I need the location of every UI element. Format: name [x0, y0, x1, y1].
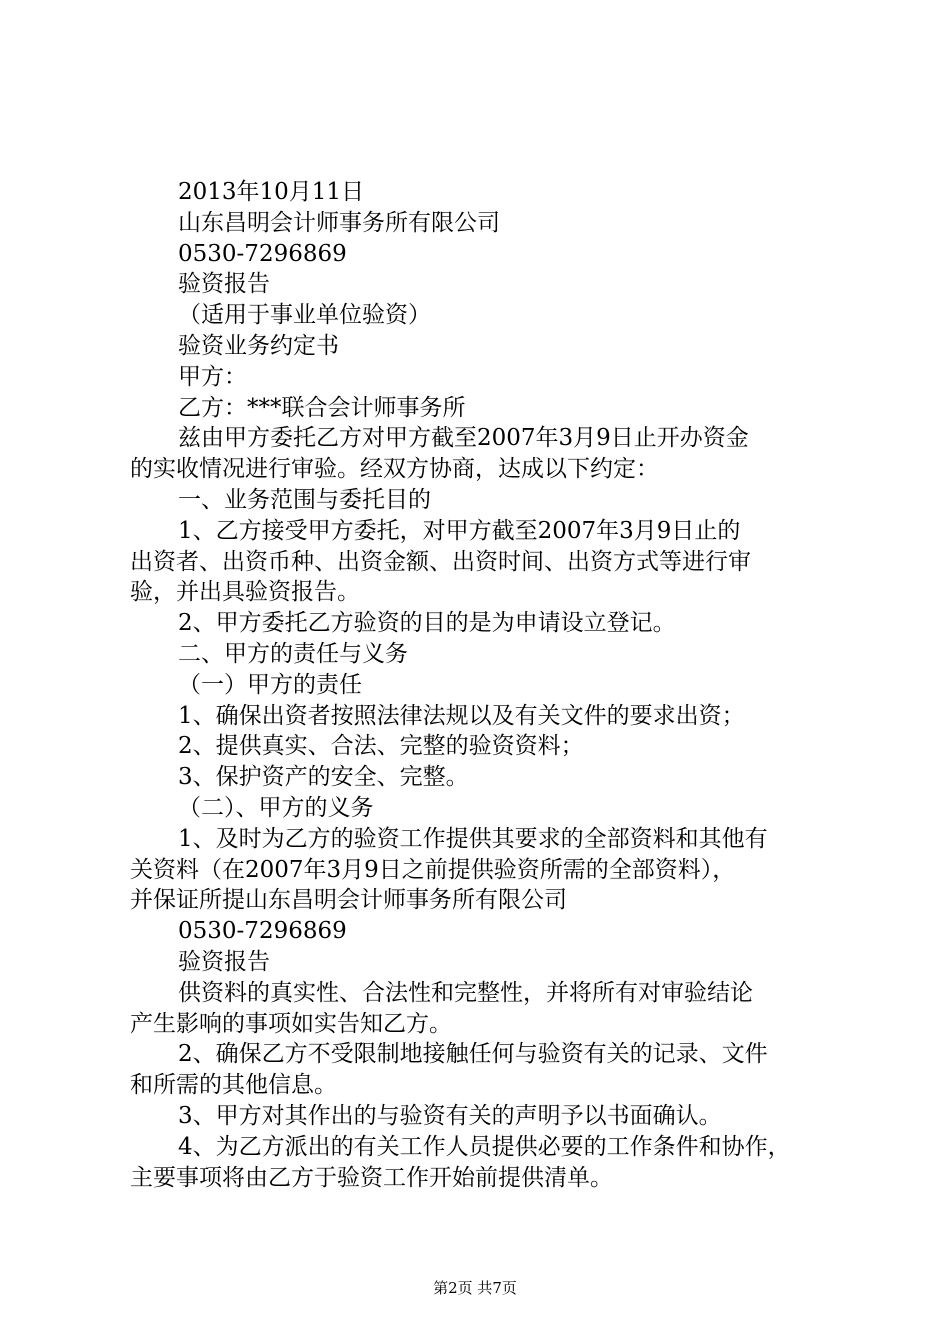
report-subtitle-line: （适用于事业单位验资） [178, 302, 431, 329]
paragraph-line: 验，并出具验资报告。 [130, 579, 360, 606]
report-title-line: 验资报告 [178, 271, 270, 298]
paragraph-line: 并保证所提山东昌明会计师事务所有限公司 [130, 887, 567, 914]
paragraph-line: 3、甲方对其作出的与验资有关的声明予以书面确认。 [178, 1102, 722, 1129]
paragraph-line: 2、确保乙方不受限制地接触任何与验资有关的记录、文件 [178, 1041, 768, 1068]
subsection-heading: （一）甲方的责任 [178, 671, 362, 698]
paragraph-line: 的实收情况进行审验。经双方协商，达成以下约定： [130, 456, 659, 483]
party-a-line: 甲方： [178, 363, 247, 390]
paragraph-line: 和所需的其他信息。 [130, 1072, 337, 1099]
report-title-line: 验资报告 [178, 948, 270, 975]
list-item: 3、保护资产的安全、完整。 [178, 764, 469, 791]
list-item: 2、提供真实、合法、完整的验资资料； [178, 733, 584, 760]
paragraph-line: 兹由甲方委托乙方对甲方截至2007年3月9日止开办资金 [178, 425, 749, 452]
document-body [130, 177, 830, 1193]
paragraph-line: 出资者、出资币种、出资金额、出资时间、出资方式等进行审 [130, 548, 751, 575]
paragraph-line: 关资料（在2007年3月9日之前提供验资所需的全部资料）， [130, 856, 736, 883]
section-heading: 二、甲方的责任与义务 [178, 640, 408, 667]
section-heading: 一、业务范围与委托目的 [178, 486, 431, 513]
page-footer: 第2页 共7页 [433, 1279, 517, 1297]
paragraph-line: 4、为乙方派出的有关工作人员提供必要的工作条件和协作， [178, 1133, 791, 1160]
agreement-title-line: 验资业务约定书 [178, 332, 339, 359]
date-line: 2013年10月11日 [178, 179, 365, 205]
paragraph-line: 2、甲方委托乙方验资的目的是为申请设立登记。 [178, 610, 676, 637]
phone-line: 0530-7296869 [178, 918, 347, 945]
paragraph-line: 产生影响的事项如实告知乙方。 [130, 1010, 452, 1037]
phone-line: 0530-7296869 [178, 240, 347, 267]
paragraph-line: 1、乙方接受甲方委托，对甲方截至2007年3月9日止的 [178, 517, 741, 544]
paragraph-line: 1、及时为乙方的验资工作提供其要求的全部资料和其他有 [178, 825, 768, 852]
list-item: 1、确保出资者按照法律法规以及有关文件的要求出资； [178, 702, 745, 729]
paragraph-line: 供资料的真实性、合法性和完整性，并将所有对审验结论 [178, 979, 753, 1006]
paragraph-line: 主要事项将由乙方于验资工作开始前提供清单。 [130, 1164, 613, 1191]
subsection-heading: （二）、甲方的义务 [178, 794, 374, 821]
party-b-line: 乙方：***联合会计师事务所 [178, 394, 466, 421]
firm-name-line: 山东昌明会计师事务所有限公司 [178, 209, 500, 236]
